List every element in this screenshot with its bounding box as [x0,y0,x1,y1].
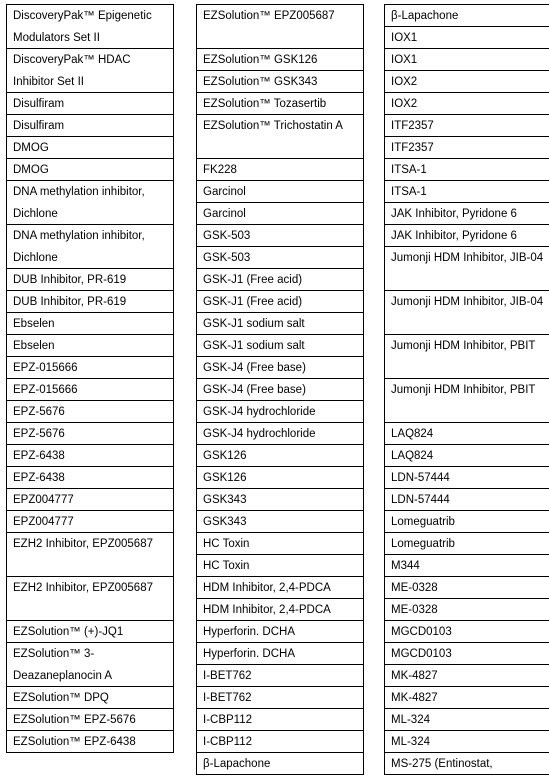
table-cell: ITF2357 [384,137,549,159]
table-cell: EPZ-6438 [6,467,174,489]
table-cell: EPZ-6438 [6,445,174,467]
table-cell: DUB Inhibitor, PR-619 [6,291,174,313]
table-cell: I-BET762 [196,665,364,687]
table-cell: Ebselen [6,313,174,335]
table-cell: DMOG [6,159,174,181]
table-cell: LAQ824 [384,423,549,445]
table-cell: DiscoveryPak™ Epigenetic Modulators Set II [6,5,174,49]
table-cell: GSK-503 [196,247,364,269]
table-cell: IOX2 [384,93,549,115]
table-cell: EZSolution™ 3-Deazaneplanocin A [6,643,174,687]
table-cell: LAQ824 [384,445,549,467]
table-cell: GSK343 [196,511,364,533]
table-cell: Lomeguatrib [384,533,549,555]
table-cell: EPZ004777 [6,489,174,511]
table-cell: JAK Inhibitor, Pyridone 6 [384,225,549,247]
table-cell: MGCD0103 [384,643,549,665]
table-cell: EZSolution™ GSK343 [196,71,364,93]
table-cell: MS-275 (Entinostat, [384,753,549,775]
table-cell: ML-324 [384,731,549,753]
table-cell: Hyperforin. DCHA [196,621,364,643]
table-cell: EZSolution™ Trichostatin A [196,115,364,159]
table-cell: MK-4827 [384,665,549,687]
table-cell: Hyperforin. DCHA [196,643,364,665]
table-cell: JAK Inhibitor, Pyridone 6 [384,203,549,225]
table-cell: DNA methylation inhibitor, Dichlone [6,225,174,269]
table-cell: IOX1 [384,49,549,71]
table-cell: EZH2 Inhibitor, EPZ005687 [6,577,174,621]
table-cell: Jumonji HDM Inhibitor, PBIT [384,335,549,379]
table-cell: IOX2 [384,71,549,93]
table-cell: GSK-J1 (Free acid) [196,291,364,313]
table-cell: EZSolution™ EPZ005687 [196,5,364,49]
table-cell: FK228 [196,159,364,181]
table-column-2 [196,4,364,775]
table-cell: DMOG [6,137,174,159]
table-cell: GSK-J1 sodium salt [196,313,364,335]
table-cell: I-BET762 [196,687,364,709]
table-column-3 [384,4,549,775]
table-cell: Ebselen [6,335,174,357]
table-cell: HC Toxin [196,533,364,555]
table-cell: EPZ-015666 [6,357,174,379]
table-cell: Disulfiram [6,115,174,137]
table-cell: EZSolution™ (+)-JQ1 [6,621,174,643]
table-cell: LDN-57444 [384,467,549,489]
table-cell: ITF2357 [384,115,549,137]
table-cell: β-Lapachone [384,5,549,27]
table-cell: M344 [384,555,549,577]
table-cell: Garcinol [196,203,364,225]
table-cell: HC Toxin [196,555,364,577]
table-cell: ITSA-1 [384,181,549,203]
table-cell: Jumonji HDM Inhibitor, JIB-04 [384,247,549,291]
table-cell: ML-324 [384,709,549,731]
table-cell: Jumonji HDM Inhibitor, PBIT [384,379,549,423]
table-cell: GSK-J4 (Free base) [196,379,364,401]
table-cell: MGCD0103 [384,621,549,643]
table-cell: Garcinol [196,181,364,203]
table-cell: GSK-J4 hydrochloride [196,423,364,445]
table-cell: ME-0328 [384,577,549,599]
table-cell: β-Lapachone [196,753,364,775]
table-cell: I-CBP112 [196,709,364,731]
table-cell: ME-0328 [384,599,549,621]
table-cell: Lomeguatrib [384,511,549,533]
table-cell: I-CBP112 [196,731,364,753]
table-cell: GSK126 [196,467,364,489]
table-cell: Disulfiram [6,93,174,115]
table-cell: EZSolution™ EPZ-6438 [6,731,174,753]
table-cell: HDM Inhibitor, 2,4-PDCA [196,577,364,599]
table-cell: GSK126 [196,445,364,467]
table-cell: EZSolution™ EPZ-5676 [6,709,174,731]
table-cell: EPZ004777 [6,511,174,533]
table-cell: DUB Inhibitor, PR-619 [6,269,174,291]
table-cell: GSK-J1 sodium salt [196,335,364,357]
table-cell: EZSolution™ GSK126 [196,49,364,71]
table-cell: GSK343 [196,489,364,511]
table-column-1 [6,4,174,753]
table-cell: EZSolution™ Tozasertib [196,93,364,115]
table-cell: Jumonji HDM Inhibitor, JIB-04 [384,291,549,335]
table-cell: DiscoveryPak™ HDAC Inhibitor Set II [6,49,174,93]
table-cell: EPZ-015666 [6,379,174,401]
table-cell: ITSA-1 [384,159,549,181]
table-cell: DNA methylation inhibitor, Dichlone [6,181,174,225]
table-cell: EZSolution™ DPQ [6,687,174,709]
table-cell: LDN-57444 [384,489,549,511]
table-cell: GSK-J4 hydrochloride [196,401,364,423]
table-cell: EPZ-5676 [6,401,174,423]
table-cell: IOX1 [384,27,549,49]
table-cell: GSK-J4 (Free base) [196,357,364,379]
table-cell: HDM Inhibitor, 2,4-PDCA [196,599,364,621]
table-cell: GSK-J1 (Free acid) [196,269,364,291]
table-cell: MK-4827 [384,687,549,709]
table-cell: GSK-503 [196,225,364,247]
table-cell: EZH2 Inhibitor, EPZ005687 [6,533,174,577]
table-cell: EPZ-5676 [6,423,174,445]
